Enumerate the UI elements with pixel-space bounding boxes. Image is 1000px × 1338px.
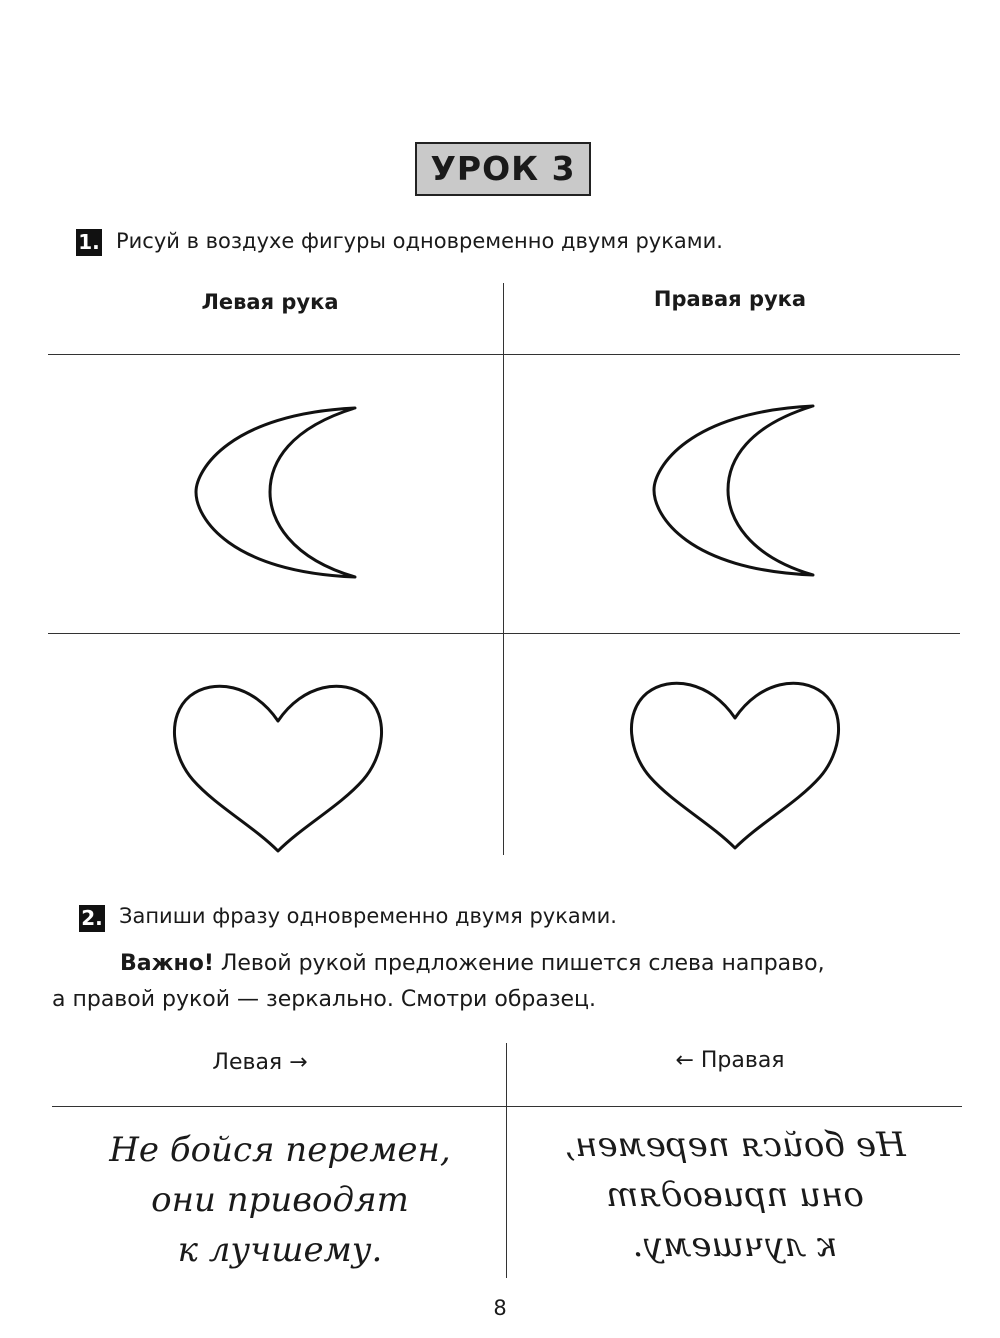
heart-icon [168,676,388,858]
phrase-line-mirrored: Не бойся перемен, [564,1125,906,1165]
task1-number: 1. [76,229,102,256]
task1-right-header: Правая рука [653,287,807,311]
task2-important-note [120,946,970,982]
right-hand-mirrored-sample [525,1120,945,1270]
task2-divider-top [52,1106,962,1107]
crescent-moon-icon [648,398,823,583]
task1-left-header: Левая рука [201,290,339,314]
phrase-line: Не бойся перемен, [109,1130,451,1170]
important-text: Левой рукой предложение пишется слева направо, [213,951,825,976]
task1-divider-vertical [503,283,504,855]
task1-divider-middle [48,633,960,634]
lesson-title: УРОК 3 [415,142,591,196]
task2-divider-vertical [506,1043,507,1278]
crescent-moon-icon [190,400,365,585]
important-label: Важно! [120,951,214,976]
task1-text: Рисуй в воздухе фигуры одновременно двумя руками. [116,229,723,253]
phrase-line-mirrored: к лучшему. [632,1225,838,1265]
task2-number: 2. [79,905,105,932]
task2-left-header: Левая → [212,1050,308,1075]
left-hand-sample [70,1125,490,1275]
phrase-line: они приводят [151,1180,409,1220]
task2-important-note-line2: а правой рукой — зеркально. Смотри образец. [52,987,597,1012]
phrase-line: к лучшему. [177,1230,383,1270]
page-number: 8 [493,1296,507,1320]
task2-text: Запиши фразу одновременно двумя руками. [119,904,617,928]
heart-icon [625,673,845,855]
task2-right-header: ← Правая [675,1048,785,1073]
phrase-line-mirrored: они приводят [606,1175,864,1215]
task1-divider-top [48,354,960,355]
